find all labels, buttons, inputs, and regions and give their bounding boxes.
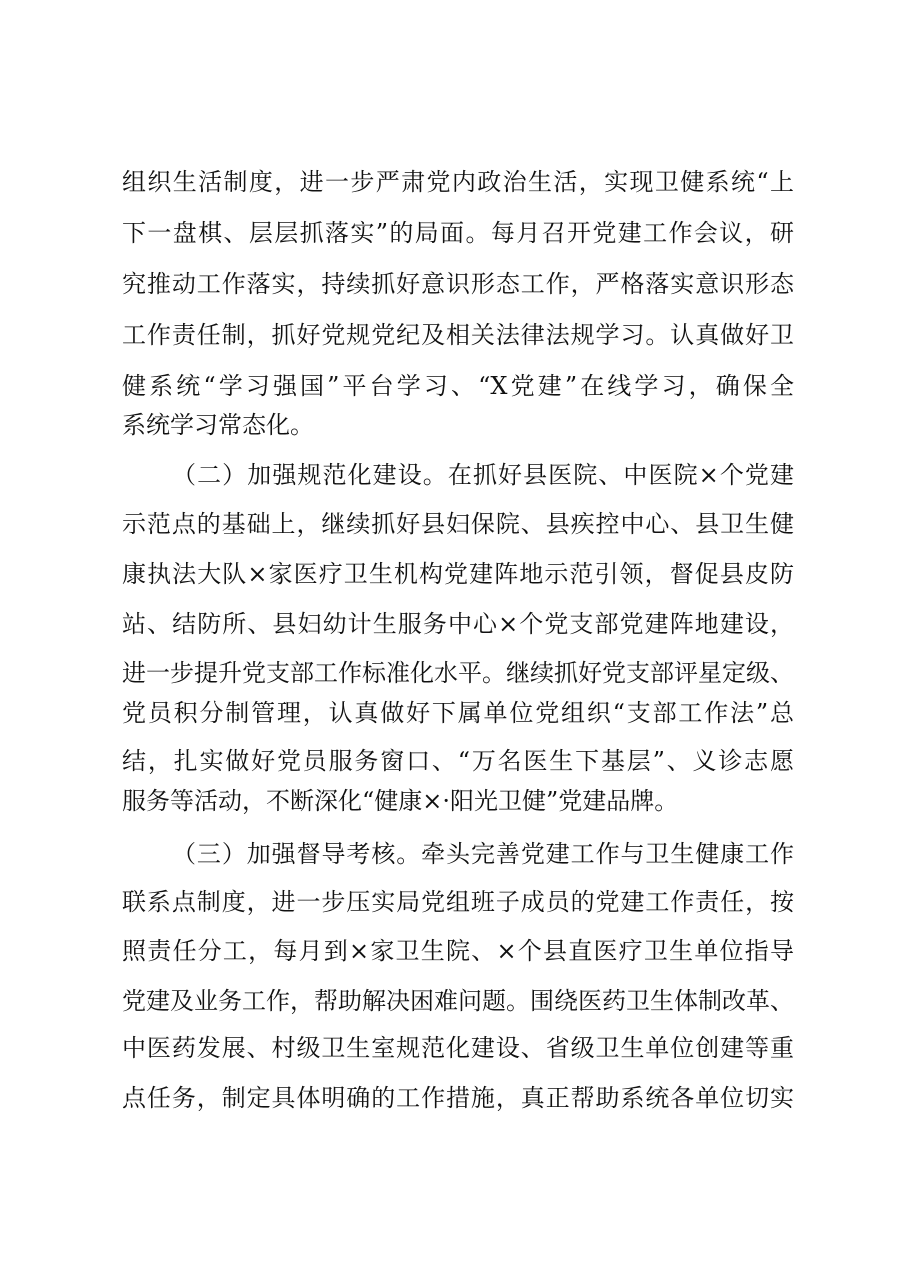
paragraph-1-line-5: 健系统“学习强国”平台学习、“X党建”在线学习，确保全: [122, 372, 794, 400]
paragraph-3-line-1: （三）加强督导考核。牵头完善党建工作与卫生健康工作: [172, 840, 794, 868]
paragraph-3-line-4: 党建及业务工作，帮助解决困难问题。围绕医药卫生体制改革、: [122, 987, 794, 1015]
paragraph-1-line-6: 系统学习常态化。: [122, 411, 314, 439]
paragraph-2-line-4: 站、结防所、县妇幼计生服务中心×个党支部党建阵地建设，: [122, 610, 794, 638]
paragraph-2-line-8: 服务等活动，不断深化“健康×·阳光卫健”党建品牌。: [122, 787, 679, 815]
paragraph-2-line-3: 康执法大队×家医疗卫生机构党建阵地示范引领，督促县皮防: [122, 560, 794, 588]
paragraph-1-line-4: 工作责任制，抓好党规党纪及相关法律法规学习。认真做好卫: [122, 321, 794, 349]
paragraph-2-line-5: 进一步提升党支部工作标准化水平。继续抓好党支部评星定级、: [122, 659, 794, 687]
paragraph-3-line-6: 点任务，制定具体明确的工作措施，真正帮助系统各单位切实: [122, 1084, 794, 1112]
paragraph-1-line-3: 究推动工作落实，持续抓好意识形态工作，严格落实意识形态: [122, 270, 794, 298]
paragraph-3-line-3: 照责任分工，每月到×家卫生院、×个县直医疗卫生单位指导: [122, 937, 794, 965]
paragraph-1-line-1: 组织生活制度，进一步严肃党内政治生活，实现卫健系统“上: [122, 168, 794, 196]
paragraph-2-line-2: 示范点的基础上，继续抓好县妇保院、县疾控中心、县卫生健: [122, 510, 794, 538]
paragraph-3-line-5: 中医药发展、村级卫生室规范化建设、省级卫生单位创建等重: [122, 1034, 794, 1062]
paragraph-2-line-7: 结，扎实做好党员服务窗口、“万名医生下基层”、义诊志愿: [122, 747, 794, 775]
paragraph-1-line-2: 下一盘棋、层层抓落实”的局面。每月召开党建工作会议，研: [122, 219, 794, 247]
paragraph-3-line-2: 联系点制度，进一步压实局党组班子成员的党建工作责任，按: [122, 888, 794, 916]
paragraph-2-line-6: 党员积分制管理，认真做好下属单位党组织“支部工作法”总: [122, 699, 794, 727]
paragraph-2-line-1: （二）加强规范化建设。在抓好县医院、中医院×个党建: [172, 461, 794, 489]
